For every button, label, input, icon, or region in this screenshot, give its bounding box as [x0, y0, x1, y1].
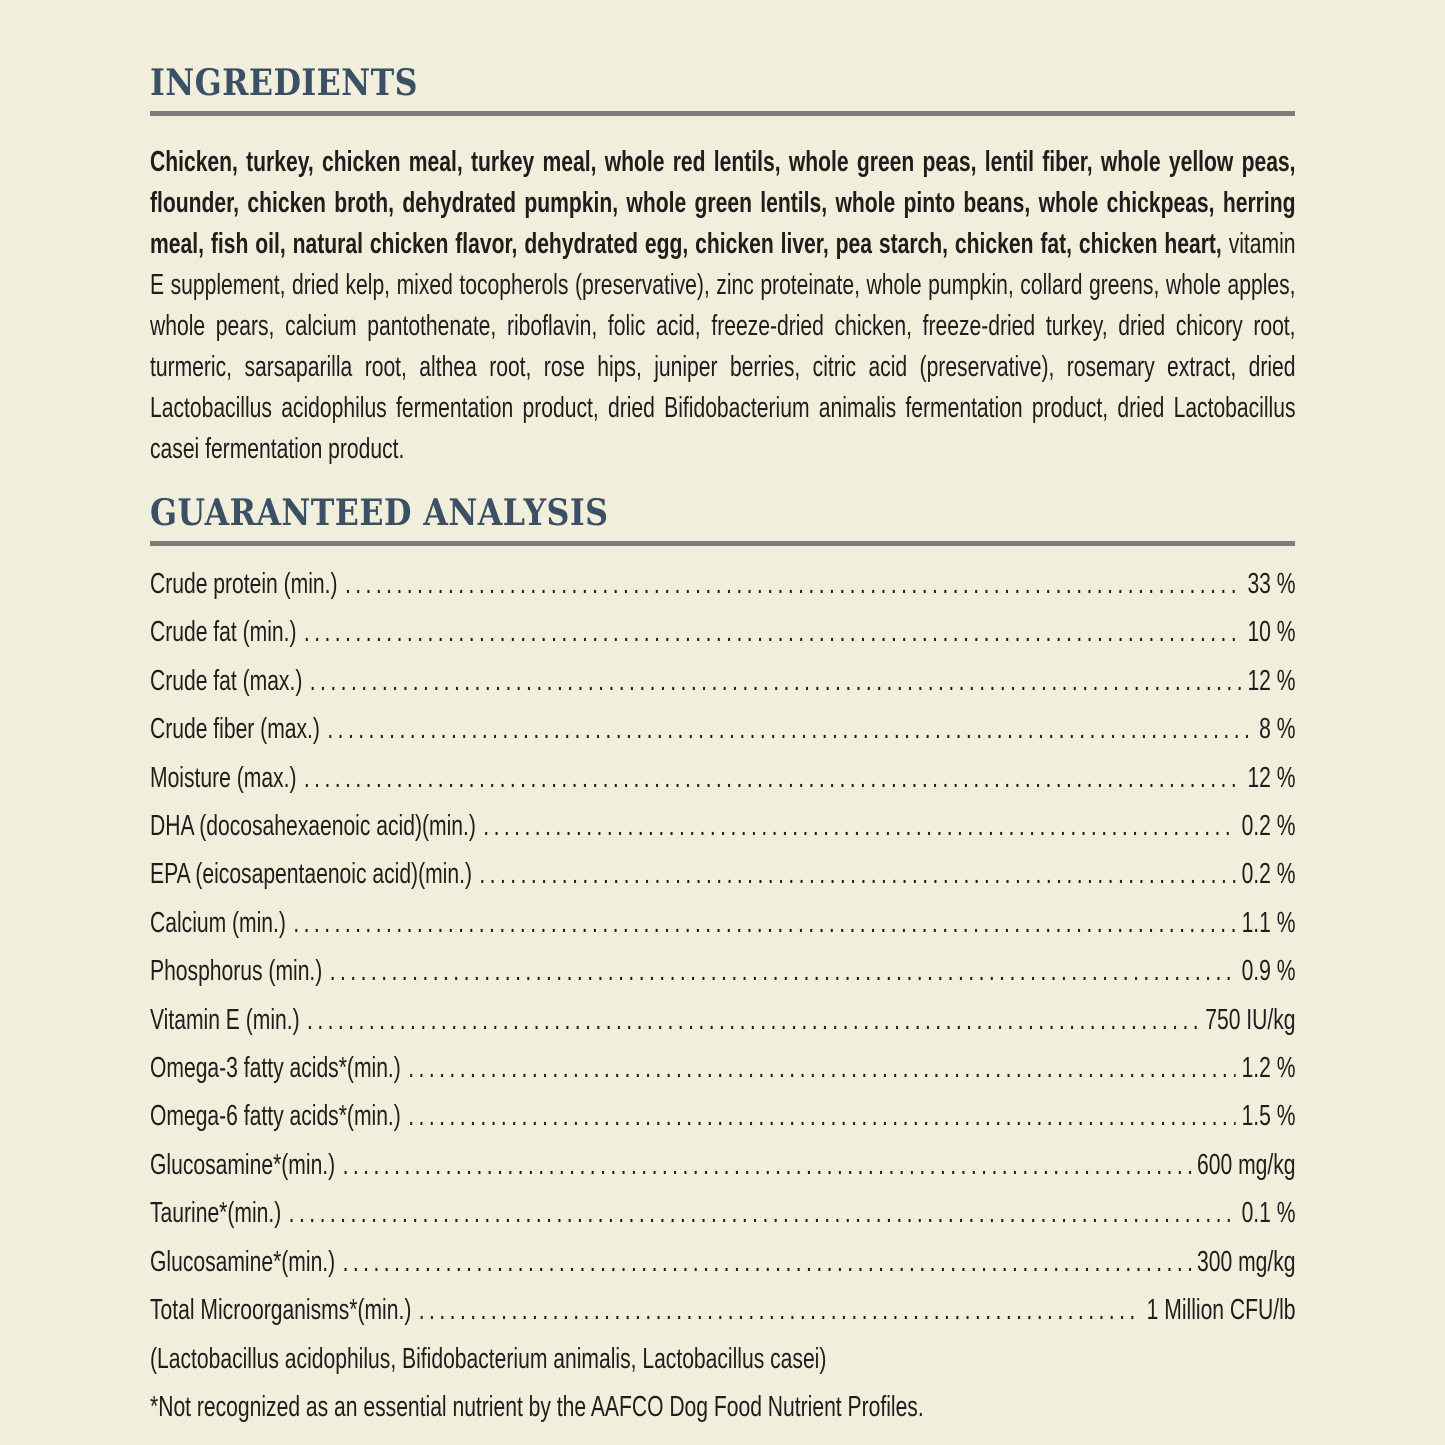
analysis-row: [150, 1141, 1296, 1189]
analysis-row: [150, 657, 1296, 705]
analysis-row: [150, 1044, 1296, 1092]
analysis-row-label: Omega-3 fatty acids*(min.): [150, 1052, 401, 1085]
analysis-row-value: 12 %: [1247, 761, 1296, 794]
analysis-row: [150, 608, 1296, 656]
analysis-row-value: 10 %: [1247, 616, 1296, 649]
analysis-row-label: Crude protein (min.): [150, 568, 338, 600]
analysis-row: [150, 705, 1296, 753]
dot-leader: [304, 754, 1242, 802]
ingredients-primary-text: Chicken, turkey, chicken meal, turkey meal, whole red lentils, whole green peas, lentil fiber, whole yellow peas, flounder, chicken broth, dehydrated pumpkin, whole green lentils, whole pinto beans, whole chickpeas, herring meal, fish oil, natural chicken flavor, dehydrated egg, chicken liver, pea starch, chicken fat, chicken heart,: [150, 146, 1296, 260]
dot-leader: [304, 608, 1242, 656]
analysis-row: [150, 802, 1296, 850]
ingredients-heading: INGREDIENTS: [150, 62, 419, 104]
analysis-row-value: 300 mg/kg: [1197, 1245, 1296, 1278]
analysis-row: [150, 947, 1296, 995]
dot-leader: [345, 560, 1242, 608]
analysis-row: [150, 1189, 1296, 1237]
analysis-row-label: Glucosamine*(min.): [150, 1148, 336, 1181]
analysis-row-label: Taurine*(min.): [150, 1197, 282, 1230]
analysis-row-label: DHA (docosahexaenoic acid)(min.): [150, 810, 476, 843]
analysis-row-label: Vitamin E (min.): [150, 1003, 300, 1036]
analysis-row-value: 0.1 %: [1241, 1197, 1296, 1230]
dot-leader: [343, 1238, 1192, 1286]
ingredients-divider: [150, 111, 1295, 116]
guaranteed-analysis-section: [150, 492, 1295, 1431]
analysis-row-value: 8 %: [1259, 713, 1296, 746]
dot-leader: [408, 1092, 1235, 1140]
dot-leader: [293, 899, 1235, 947]
microorganisms-note: (Lactobacillus acidophilus, Bifidobacterium animalis, Lactobacillus casei): [150, 1342, 827, 1375]
analysis-row-value: 0.9 %: [1241, 955, 1296, 988]
analysis-row-label: Phosphorus (min.): [150, 955, 323, 988]
analysis-row-label: EPA (eicosapentaenoic acid)(min.): [150, 858, 472, 891]
analysis-row: [150, 850, 1296, 898]
dot-leader: [408, 1044, 1235, 1092]
analysis-row: [150, 1238, 1296, 1286]
analysis-row-value: 0.2 %: [1241, 810, 1296, 843]
analysis-row: [150, 1286, 1296, 1334]
analysis-row-label: Crude fat (min.): [150, 616, 297, 649]
ingredients-paragraph: [150, 142, 1296, 470]
analysis-row-label: Omega-6 fatty acids*(min.): [150, 1100, 401, 1133]
analysis-row-value: 12 %: [1247, 664, 1296, 697]
dot-leader: [307, 996, 1199, 1044]
analysis-row-value: 1 Million CFU/lb: [1146, 1294, 1296, 1327]
analysis-row: [150, 996, 1296, 1044]
analysis-row-label: Total Microorganisms*(min.): [150, 1294, 412, 1327]
analysis-row: [150, 560, 1296, 608]
analysis-row-label: Crude fiber (max.): [150, 713, 320, 746]
aafco-footnote: *Not recognized as an essential nutrient by the AAFCO Dog Food Nutrient Profiles.: [150, 1390, 924, 1423]
analysis-row-value: 600 mg/kg: [1197, 1148, 1296, 1181]
analysis-row-label: Moisture (max.): [150, 761, 297, 794]
analysis-table: [150, 560, 1296, 1335]
dot-leader: [343, 1141, 1192, 1189]
dot-leader: [289, 1189, 1236, 1237]
analysis-row-value: 750 IU/kg: [1205, 1003, 1296, 1036]
analysis-row-value: 1.2 %: [1241, 1052, 1296, 1085]
guaranteed-analysis-heading: GUARANTEED ANALYSIS: [150, 492, 609, 534]
dot-leader: [327, 705, 1253, 753]
dot-leader: [419, 1286, 1141, 1334]
ingredients-section: [150, 62, 1295, 470]
analysis-row: [150, 1092, 1296, 1140]
dot-leader: [330, 947, 1236, 995]
analysis-row-label: Crude fat (max.): [150, 664, 303, 697]
guaranteed-analysis-divider: [150, 541, 1295, 546]
dot-leader: [479, 850, 1235, 898]
dot-leader: [483, 802, 1235, 850]
analysis-row-label: Glucosamine*(min.): [150, 1245, 336, 1278]
analysis-row-value: 0.2 %: [1241, 858, 1296, 891]
analysis-row-value: 33 %: [1247, 568, 1296, 600]
dot-leader: [310, 657, 1242, 705]
analysis-row-value: 1.5 %: [1241, 1100, 1296, 1133]
analysis-row-value: 1.1 %: [1241, 906, 1296, 939]
ingredients-secondary-text: vitamin E supplement, dried kelp, mixed tocopherols (preservative), zinc proteinate, whole pumpkin, collard greens, whole apples, whole pears, calcium pantothenate, riboflavin, folic acid, freeze-dried chicken, freeze-dried turkey, dried chicory root, turmeric, sarsaparilla root, althea root, rose hips, juniper berries, citric acid (preservative), rosemary extract, dried Lactobacillus acidophilus fermentation product, dried Bifidobacterium animalis fermentation product, dried Lactobacillus casei fermentation product.: [150, 228, 1296, 465]
analysis-row: [150, 754, 1296, 802]
analysis-row: [150, 899, 1296, 947]
analysis-row-label: Calcium (min.): [150, 906, 286, 939]
